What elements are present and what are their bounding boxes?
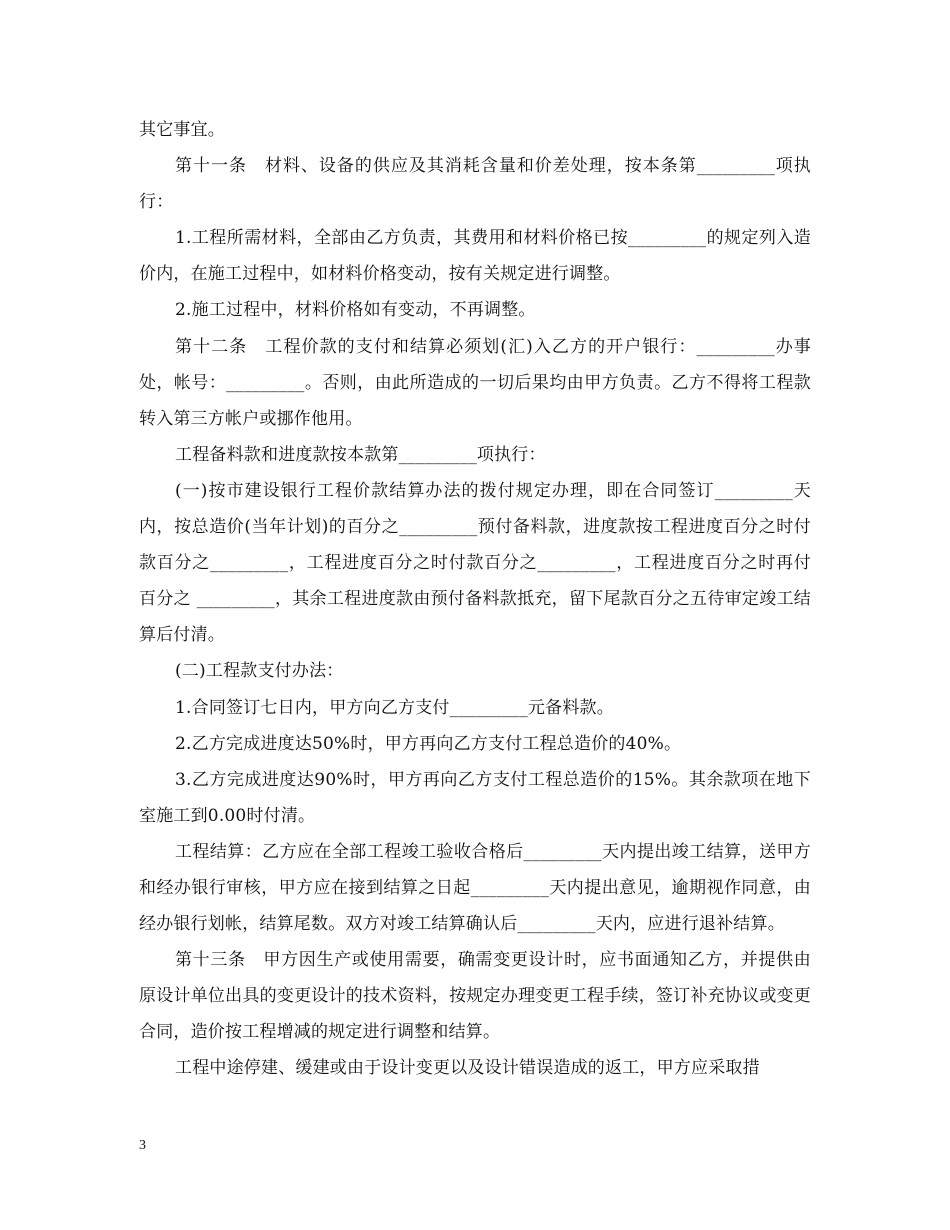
- paragraph-article-13: 第十三条 甲方因生产或使用需要，确需变更设计时，应书面通知乙方，并提供由原设计单位出具的变更设计的技术资料，按规定办理变更工程手续，签订补充协议或变更合同，造价按工程增减的规定进行调整和结算。: [139, 950, 811, 1043]
- paragraph-article-11-item-1: 1.工程所需材料，全部由乙方负责，其费用和材料价格已按_________的规定列入造价内，在施工过程中，如材料价格变动，按有关规定进行调整。: [139, 228, 811, 285]
- document-body: [139, 112, 811, 1087]
- paragraph-option-2-item-1: 1.合同签订七日内，甲方向乙方支付_________元备料款。: [175, 697, 614, 718]
- paragraph-article-11: 第十一条 材料、设备的供应及其消耗含量和价差处理，按本条第_________项执行：: [139, 156, 811, 213]
- paragraph-advance-payment: 工程备料款和进度款按本款第_________项执行：: [175, 444, 546, 465]
- paragraph-option-1: (一)按市建设银行工程价款结算办法的拨付规定办理，即在合同签订_________天内，按总造价(当年计划)的百分之_________预付备料款，进度款按工程进度百分之时付款百分之_________，工程进度百分之时付款百分之_________，工程进度百分之时再付百分之 _________，其余工程进度款由预付备料款抵充，留下尾款百分之五待审定竣工结算后付清。: [139, 480, 811, 646]
- paragraph-article-11-item-2: 2.施工过程中，材料价格如有变动，不再调整。: [175, 300, 536, 321]
- paragraph-option-2-item-3: 3.乙方完成进度达90%时，甲方再向乙方支付工程总造价的15%。其余款项在地下室施工到0.00时付清。: [139, 769, 811, 826]
- paragraph-suspension: 工程中途停建、缓建或由于设计变更以及设计错误造成的返工，甲方应采取措: [175, 1058, 760, 1079]
- paragraph-article-12: 第十二条 工程价款的支付和结算必须划(汇)入乙方的开户银行：_________办事处，帐号：_________。否则，由此所造成的一切后果均由甲方负责。乙方不得将工程款转入第三方帐户或挪作他用。: [139, 336, 811, 429]
- paragraph-option-2: (二)工程款支付办法：: [175, 661, 344, 682]
- page-number: 3: [139, 1138, 146, 1153]
- paragraph-settlement: 工程结算：乙方应在全部工程竣工验收合格后_________天内提出竣工结算，送甲方和经办银行审核，甲方应在接到结算之日起_________天内提出意见，逾期视作同意，由经办银行划帐，结算尾数。双方对竣工结算确认后_________天内，应进行退补结算。: [139, 841, 811, 935]
- paragraph-option-2-item-2: 2.乙方完成进度达50%时，甲方再向乙方支付工程总造价的40%。: [175, 733, 682, 754]
- paragraph-continuation: 其它事宜。: [139, 120, 225, 140]
